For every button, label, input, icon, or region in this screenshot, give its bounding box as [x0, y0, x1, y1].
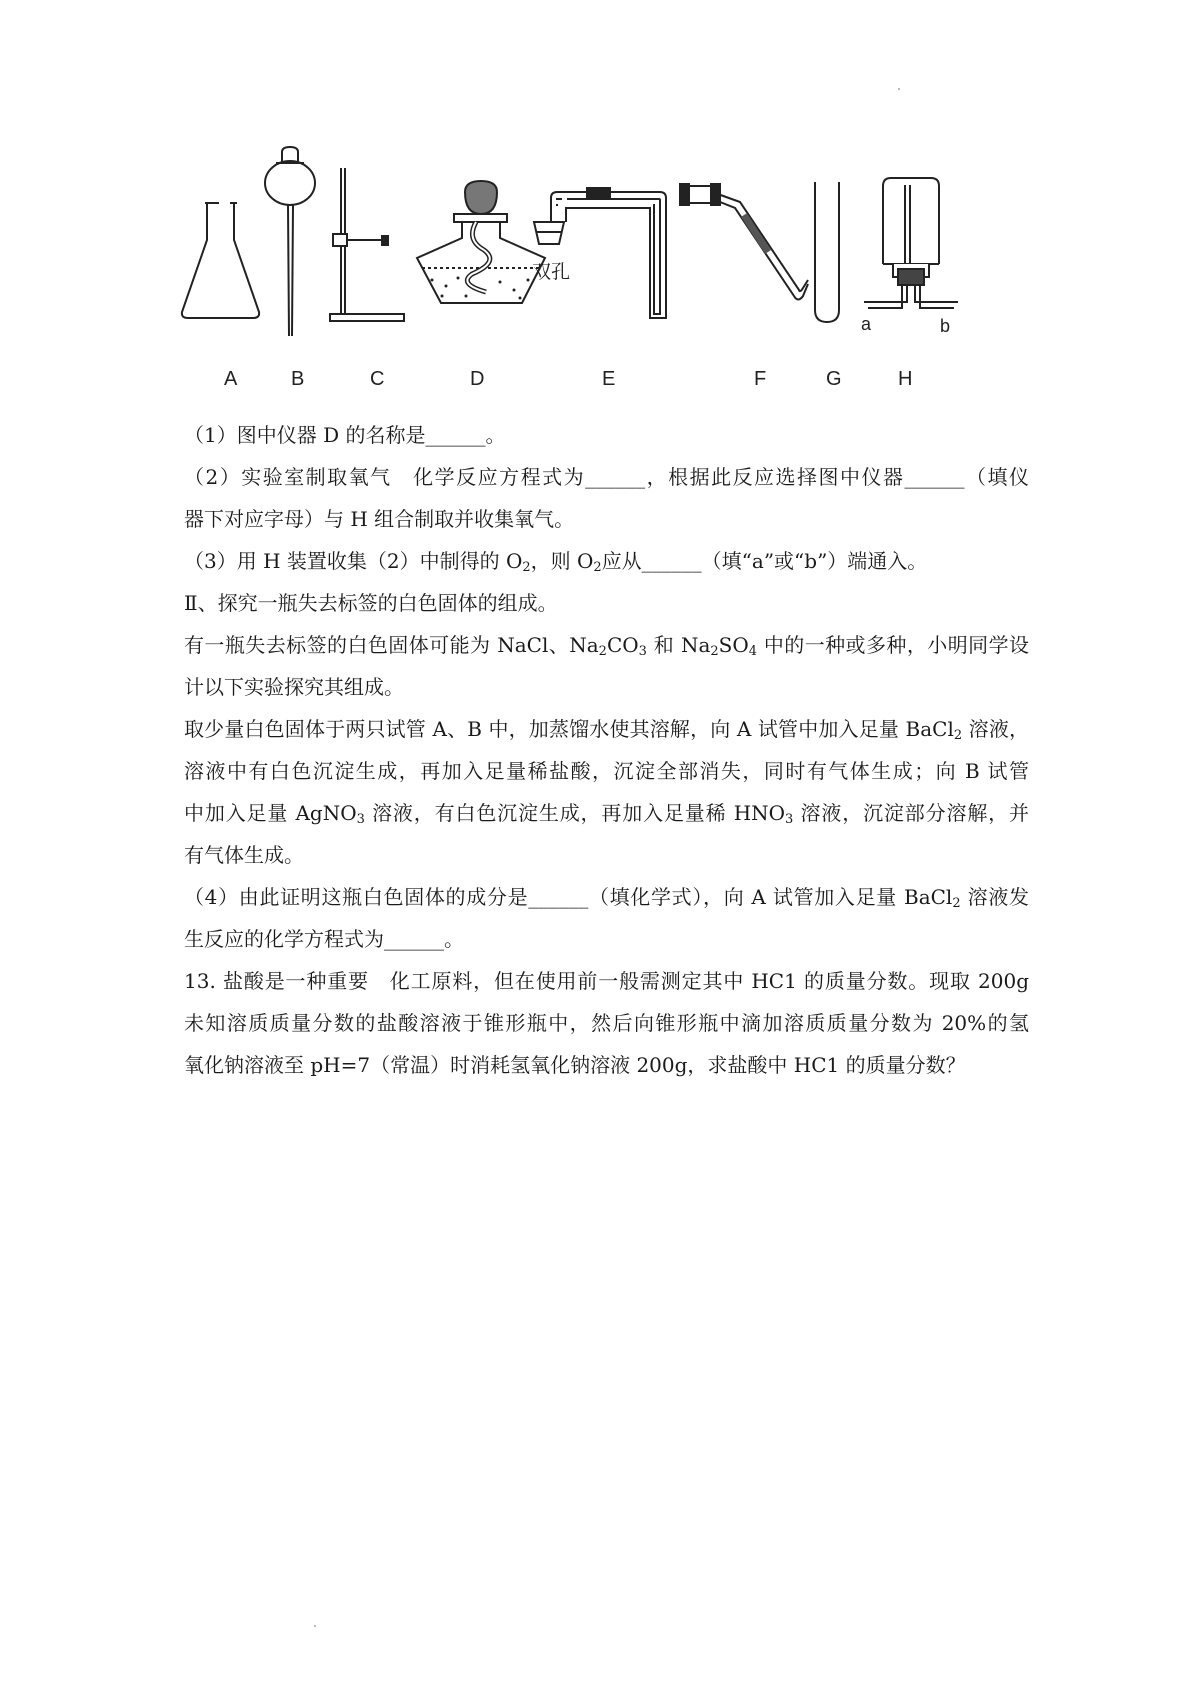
- gas-bottle-h: [864, 178, 958, 308]
- alcohol-lamp-d: [417, 181, 545, 303]
- label-g: G: [826, 368, 842, 390]
- bent-tube-f: [680, 184, 808, 300]
- question-13-line-2: 未知溶质质量分数的盐酸溶液于锥形瓶中，然后向锥形瓶中滴加溶质质量分数为 20%的氢: [184, 1011, 1029, 1035]
- apparatus-drawing: [0, 0, 1200, 420]
- label-b: B: [291, 368, 305, 390]
- question-13-line-1: 13. 盐酸是一种重要 化工原料，但在使用前一般需测定其中 HC1 的质量分数。现取 200g: [184, 969, 1029, 993]
- separatory-funnel-b: [265, 147, 315, 336]
- question-3: （3）用 H 装置收集（2）中制得的 $O_2$，则 $O_2$应从______（填“a”或“b”）端通入。: [184, 549, 928, 575]
- two-hole-stopper-e: [534, 188, 666, 318]
- conical-flask-a: [182, 203, 259, 318]
- experiment-line-4: 有气体生成。: [184, 843, 304, 867]
- label-f: F: [754, 368, 767, 390]
- question-2-line-2: 器下对应字母）与 H 组合制取并收集氧气。: [184, 507, 575, 531]
- label-e: E: [602, 368, 616, 390]
- question-4-line-2: 生反应的化学方程式为______。: [184, 927, 464, 951]
- iron-stand-c: [330, 168, 404, 321]
- experiment-line-3: 中加入足量 AgNO$_3$ 溶液，有白色沉淀生成，再加入足量稀 $HNO_3$ 溶液，沉淀部分溶解，并: [184, 801, 1030, 827]
- question-text: [184, 414, 1029, 1086]
- port-b-label: b: [940, 316, 951, 336]
- two-hole-label: 双孔: [532, 261, 571, 283]
- experiment-line-2: 溶液中有白色沉淀生成，再加入足量稀盐酸，沉淀全部消失，同时有气体生成；向 B 试管: [184, 759, 1029, 783]
- test-tube-g: [815, 182, 839, 322]
- question-13-line-3: 氧化钠溶液至 pH=7（常温）时消耗氢氧化钠溶液 200g，求盐酸中 HC1 的质量分数？: [184, 1053, 966, 1077]
- apparatus-figure: [0, 0, 1200, 420]
- scan-speck: [314, 1625, 316, 1627]
- question-4-line-1: （4）由此证明这瓶白色固体的成分是______（填化学式），向 A 试管加入足量 BaCl$_2$ 溶液发: [184, 885, 1030, 911]
- section-2-heading: Ⅱ、探究一瓶失去标签的白色固体的组成。: [184, 591, 558, 615]
- port-a-label: a: [861, 314, 872, 334]
- label-h: H: [898, 368, 913, 390]
- label-c: C: [370, 368, 385, 390]
- label-a: A: [224, 368, 238, 390]
- question-2-line-1: （2）实验室制取氧气 化学反应方程式为______，根据此反应选择图中仪器______（填仪: [184, 465, 1029, 489]
- intro-line-1: 有一瓶失去标签的白色固体可能为 NaCl、$Na_2CO_3$ 和 $Na_2SO_4$ 中的一种或多种，小明同学设: [184, 633, 1030, 659]
- question-1: （1）图中仪器 D 的名称是______。: [184, 423, 506, 447]
- intro-line-2: 计以下实验探究其组成。: [184, 675, 404, 699]
- experiment-line-1: 取少量白色固体于两只试管 A、B 中，加蒸馏水使其溶解，向 A 试管中加入足量 BaCl$_2$ 溶液，: [184, 717, 1030, 743]
- label-d: D: [470, 368, 485, 390]
